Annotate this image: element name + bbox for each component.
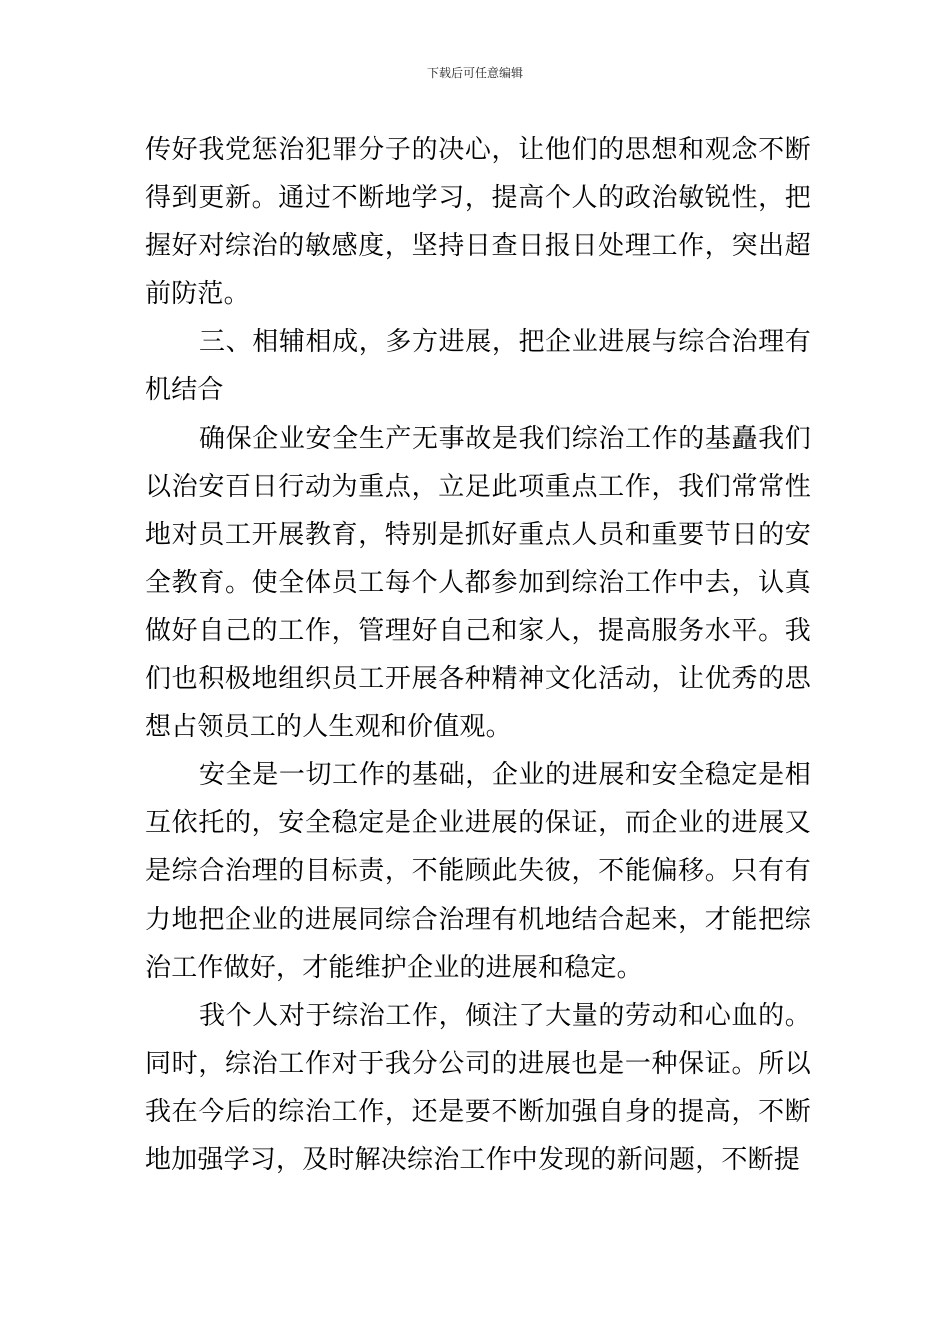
paragraph-4: 安全是一切工作的基础，企业的进展和安全稳定是相互依托的，安全稳定是企业进展的保证，而企业的进展又是综合治理的目标责，不能顾此失彼，不能偏移。只有有力地把企业的进展同综合治理有机地结合起来，才能把综治工作做好，才能维护企业的进展和稳定。 (145, 760, 811, 983)
document-body (145, 126, 811, 1184)
paragraph-3: 确保企业安全生产无事故是我们综治工作的基矗我们以治安百日行动为重点，立足此项重点工作，我们常常性地对员工开展教育，特别是抓好重点人员和重要节日的安全教育。使全体员工每个人都参加到综治工作中去，认真做好自己的工作，管理好自己和家人，提高服务水平。我们也积极地组织员工开展各种精神文化活动，让优秀的思想占领员工的人生观和价值观。 (145, 423, 811, 743)
paragraph-1: 传好我党惩治犯罪分子的决心，让他们的思想和观念不断得到更新。通过不断地学习，提高个人的政治敏锐性，把握好对综治的敏感度，坚持日查日报日处理工作，突出超前防范。 (145, 135, 811, 310)
header-text: 下载后可任意编辑 (426, 66, 523, 80)
paragraph-5: 我个人对于综治工作，倾注了大量的劳动和心血的。同时，综治工作对于我分公司的进展也是一种保证。所以我在今后的综治工作，还是要不断加强自身的提高，不断地加强学习，及时解决综治工作中发现的新问题，不断提 (145, 1000, 811, 1175)
section-heading: 三、相辅相成，多方进展，把企业进展与综合治理有机结合 (145, 327, 811, 406)
page-header (0, 64, 950, 82)
